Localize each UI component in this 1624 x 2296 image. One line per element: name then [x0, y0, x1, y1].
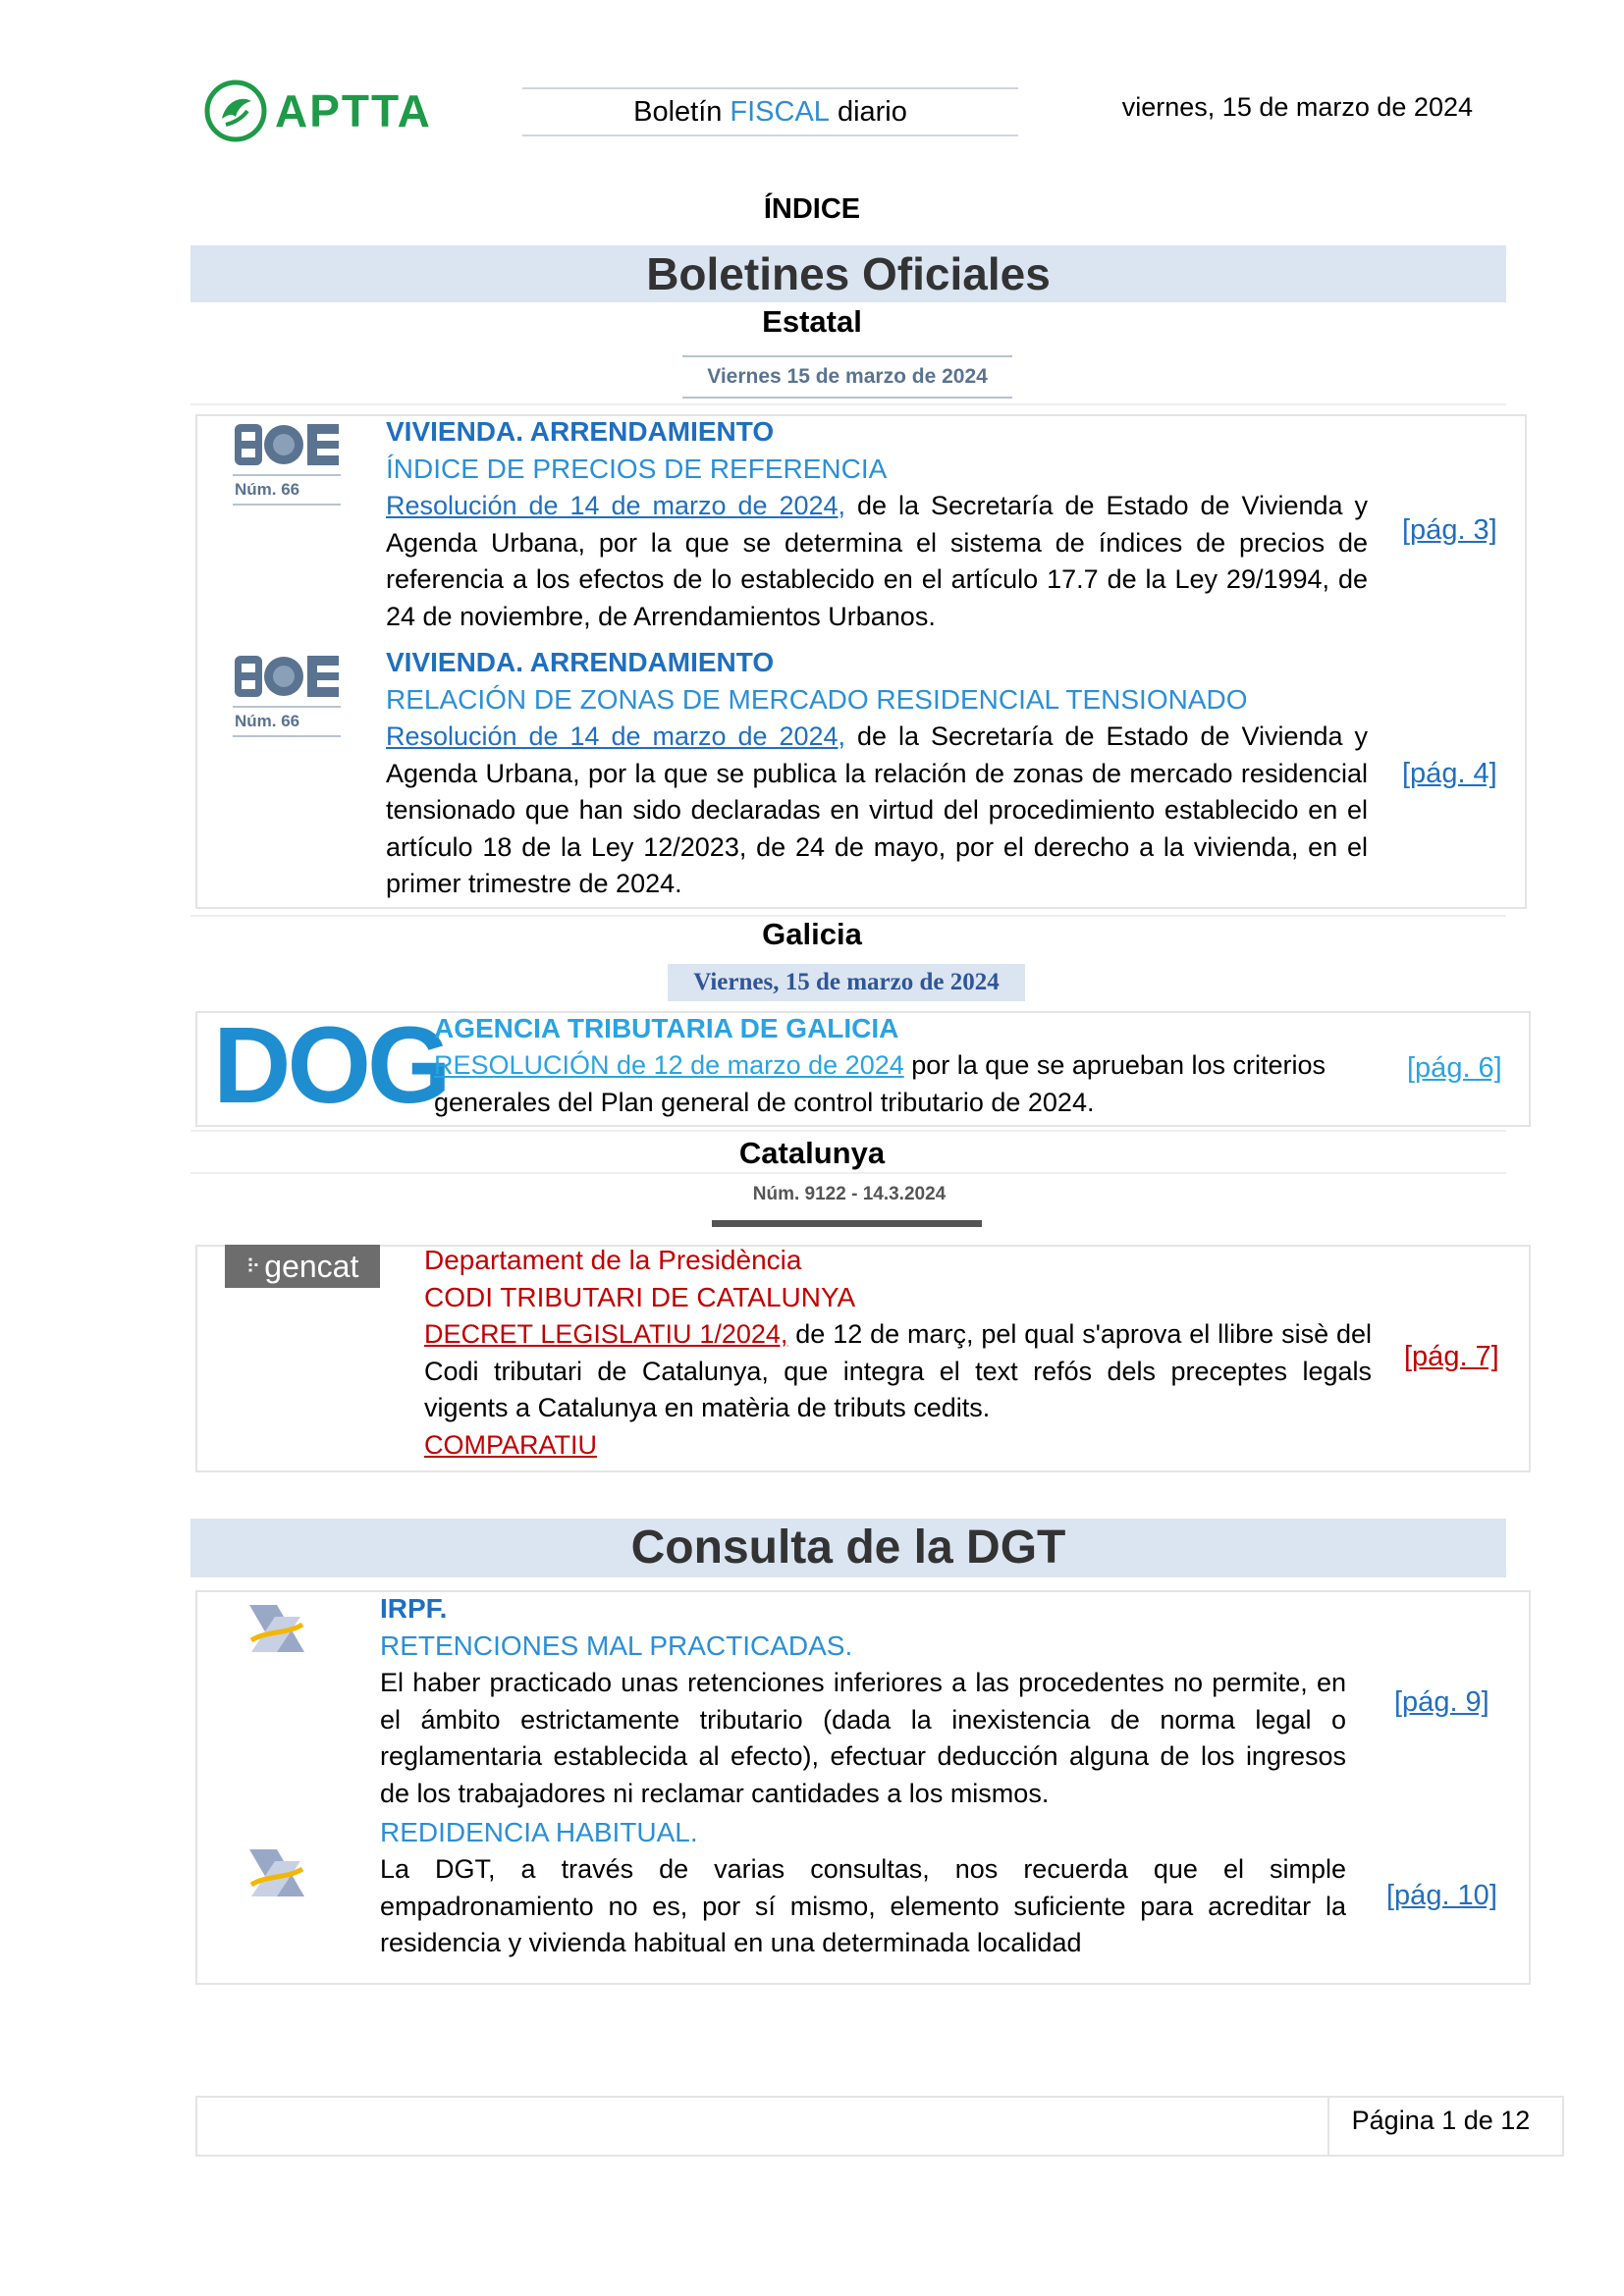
entry-body: El haber practicado unas retenciones inferiores a las procedentes no permite, en el ámbito estrictamente tributario (dada la inexistencia de norma legal o reglamentaria establecida al efecto), efectuar deducción alguna de los ingresos de los trabajadores ni reclamar cantidades a los mismos. [380, 1668, 1346, 1808]
footer-divider [1327, 2098, 1329, 2155]
boe-icon [233, 420, 343, 469]
bulletin-title [522, 87, 1018, 136]
entry-title: VIVIENDA. ARRENDAMIENTO [386, 647, 775, 677]
header-date: viernes, 15 de marzo de 2024 [1121, 92, 1473, 122]
region-catalunya: Catalunya [738, 1136, 886, 1170]
entry-title: VIVIENDA. ARRENDAMIENTO [386, 416, 775, 447]
boe-entry-2 [386, 644, 1368, 903]
boe-logo [233, 652, 343, 737]
page-link-9[interactable]: [pág. 9] [1394, 1686, 1489, 1718]
page-link-7[interactable]: [pág. 7] [1404, 1341, 1499, 1372]
separator [190, 403, 1506, 405]
decree-link[interactable]: DECRET LEGISLATIU 1/2024, [424, 1319, 788, 1349]
resolution-link[interactable]: RESOLUCIÓN de 12 de marzo de 2024 [434, 1050, 904, 1080]
entry-subtitle: RELACIÓN DE ZONAS DE MERCADO RESIDENCIAL TENSIONADO [386, 684, 1248, 715]
boe-number: Núm. 66 [233, 706, 341, 737]
gencat-dots-icon: ⠗ [245, 1255, 261, 1278]
dogc-bar [712, 1220, 982, 1227]
entry-body [386, 488, 1368, 635]
entry-title: CODI TRIBUTARI DE CATALUNYA [424, 1282, 856, 1312]
bulletin-prefix: Boletín [633, 95, 723, 128]
gencat-logo-text: gencat [264, 1248, 359, 1284]
entry-title: IRPF. [380, 1593, 448, 1624]
boe-logo [233, 420, 343, 506]
region-galicia: Galicia [762, 917, 862, 951]
entry-text: por la que se aprueban los criterios generales del Plan general de control tributario de 2024. [434, 1050, 1326, 1117]
page-link-6[interactable]: [pág. 6] [1407, 1052, 1502, 1084]
page-link-3[interactable]: [pág. 3] [1402, 514, 1497, 546]
region-estatal: Estatal [762, 304, 862, 339]
entry-body [434, 1047, 1357, 1121]
section-title-dgt: Consulta de la DGT [190, 1519, 1506, 1577]
page-link-4[interactable]: [pág. 4] [1402, 758, 1497, 789]
resolution-link[interactable]: Resolución de 14 de marzo de 2024, [386, 491, 846, 520]
separator [190, 1130, 1506, 1132]
boe-number: Núm. 66 [233, 474, 341, 506]
boe-date: Viernes 15 de marzo de 2024 [682, 355, 1012, 399]
aptta-emblem-icon [204, 80, 267, 142]
aeat-icon [242, 1597, 312, 1660]
entry-text: de 12 de març, pel qual s'aprova el llibre sisè del Codi tributari de Catalunya, que integra el text refós dels preceptes legals vigents a Catalunya en matèria de tributs cedits. [424, 1319, 1372, 1422]
entry-body: La DGT, a través de varias consultas, nos recuerda que el simple empadronamiento no es, por sí mismo, elemento suficiente para acreditar la residencia y vivienda habitual en una determinada localidad [380, 1854, 1346, 1957]
dogc-number: Núm. 9122 - 14.3.2024 [752, 1184, 947, 1204]
resolution-link[interactable]: Resolución de 14 de marzo de 2024, [386, 721, 846, 751]
aptta-logo-text: APTTA [275, 85, 432, 136]
bulletin-accent: FISCAL [730, 95, 830, 128]
dog-entry [434, 1010, 1357, 1121]
bulletin-suffix: diario [837, 95, 907, 128]
entry-body [386, 719, 1368, 903]
dgt-entry-1 [380, 1590, 1346, 1812]
aptta-logo [204, 77, 484, 145]
entry-department: Departament de la Presidència [424, 1245, 802, 1275]
dogc-entry [424, 1242, 1372, 1464]
dog-date: Viernes, 15 de marzo de 2024 [668, 964, 1025, 1001]
entry-subtitle: RETENCIONES MAL PRACTICADAS. [380, 1630, 853, 1661]
page-link-10[interactable]: [pág. 10] [1386, 1880, 1497, 1911]
section-title-boletines: Boletines Oficiales [190, 245, 1506, 302]
entry-extra [424, 1427, 1372, 1465]
entry-title: AGENCIA TRIBUTARIA DE GALICIA [434, 1013, 899, 1043]
comparatiu-link[interactable]: COMPARATIU [424, 1429, 598, 1460]
gencat-logo [225, 1245, 380, 1288]
aeat-icon [242, 1842, 312, 1904]
entry-text: de la Secretaría de Estado de Vivienda y Agenda Urbana, por la que se determina el sistema de índices de precios de referencia a los efectos de lo establecido en el artículo 17.7 de la Ley 29/1994, de 24 de noviembre, de Arrendamientos Urbanos. [386, 491, 1368, 631]
separator [190, 1172, 1506, 1174]
dgt-entry-2 [380, 1814, 1346, 1962]
entry-subtitle: REDIDENCIA HABITUAL. [380, 1817, 698, 1847]
boe-entry-1 [386, 413, 1368, 635]
boe-icon [233, 652, 343, 701]
entry-subtitle: ÍNDICE DE PRECIOS DE REFERENCIA [386, 454, 888, 484]
dog-logo: DOG [213, 1005, 448, 1126]
index-title: ÍNDICE [763, 193, 861, 225]
entry-body [424, 1316, 1372, 1427]
page-number: Página 1 de 12 [1351, 2106, 1531, 2135]
entry-text: de la Secretaría de Estado de Vivienda y Agenda Urbana, por la que se publica la relación de zonas de mercado residencial tensionado que han sido declaradas en virtud del procedimiento establecido en el artículo 18 de la Ley 12/2023, de 24 de mayo, por el derecho a la vivienda, en el primer trimestre de 2024. [386, 721, 1368, 898]
